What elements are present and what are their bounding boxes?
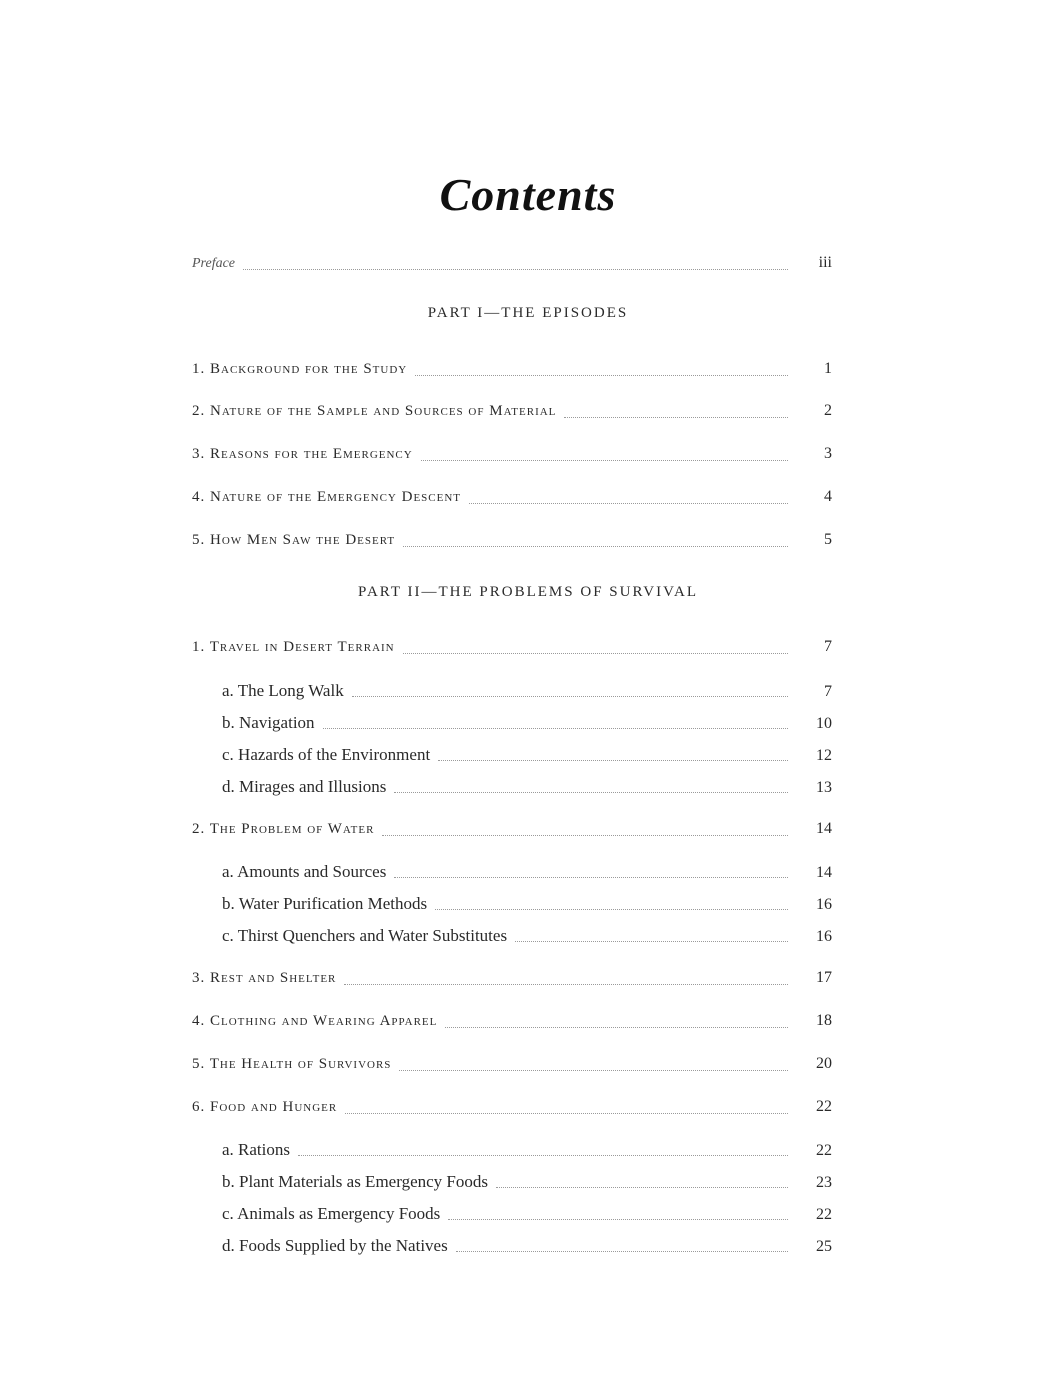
toc-entry-page: 22	[816, 1142, 832, 1159]
toc-entry-label: b. Navigation	[222, 713, 315, 732]
toc-entry-label: 4. Clothing and Wearing Apparel	[192, 1013, 438, 1029]
dot-leader	[456, 1250, 788, 1252]
toc-entry-page: 20	[816, 1055, 832, 1072]
toc-entry-page: 18	[816, 1012, 832, 1029]
toc-entry-label: c. Thirst Quenchers and Water Substitutes	[222, 926, 508, 945]
dot-leader	[243, 268, 788, 270]
dot-leader	[515, 940, 788, 942]
toc-entry-label: 6. Food and Hunger	[192, 1099, 338, 1115]
toc-entry-page: 7	[824, 638, 832, 655]
toc-subentry	[222, 894, 832, 916]
part-heading: PART I—THE EPISODES	[427, 305, 629, 321]
toc-entry	[192, 969, 832, 991]
toc-entry-label: Preface	[192, 256, 236, 271]
toc-entry	[192, 531, 832, 553]
dot-leader	[403, 652, 788, 654]
dot-leader	[469, 502, 788, 504]
toc-entry	[192, 820, 832, 842]
toc-entry-page: 2	[824, 402, 832, 419]
dot-leader	[394, 876, 788, 878]
toc-entry-label: a. Amounts and Sources	[222, 862, 387, 881]
toc-entry-page: 14	[816, 820, 832, 837]
toc-subentry	[222, 745, 832, 767]
toc-entry-label: c. Animals as Emergency Foods	[222, 1204, 441, 1223]
toc-entry	[192, 445, 832, 467]
toc-entry-label: d. Foods Supplied by the Natives	[222, 1236, 448, 1255]
toc-entry	[192, 1098, 832, 1120]
toc-entry-label: a. Rations	[222, 1140, 290, 1159]
dot-leader	[438, 759, 788, 761]
dot-leader	[415, 374, 788, 376]
toc-entry-label: 3. Rest and Shelter	[192, 970, 337, 986]
dot-leader	[564, 416, 788, 418]
dot-leader	[435, 908, 788, 910]
toc-entry-page: 3	[824, 445, 832, 462]
dot-leader	[323, 727, 788, 729]
dot-leader	[496, 1186, 788, 1188]
toc-entry-label: 1. Travel in Desert Terrain	[192, 639, 395, 655]
toc-entry	[192, 1012, 832, 1034]
toc-entry	[192, 360, 832, 382]
page-title: Contents	[439, 169, 617, 220]
toc-entry-page: 1	[824, 360, 832, 377]
dot-leader	[445, 1026, 788, 1028]
toc-entry-page: 16	[816, 896, 832, 913]
dot-leader	[403, 545, 788, 547]
toc-entry-page: 23	[816, 1174, 832, 1191]
dot-leader	[352, 695, 788, 697]
toc-entry-label: 5. The Health of Survivors	[192, 1056, 392, 1072]
part-heading: PART II—THE PROBLEMS OF SURVIVAL	[357, 584, 698, 600]
toc-subentry	[222, 681, 832, 703]
dot-leader	[382, 834, 788, 836]
toc-entry-label: d. Mirages and Illusions	[222, 777, 387, 796]
toc-entry-page: 4	[824, 488, 832, 505]
toc-entry-label: 1. Background for the Study	[192, 361, 408, 377]
toc-entry-page: 22	[816, 1206, 832, 1223]
toc-subentry	[222, 1204, 832, 1226]
dot-leader	[298, 1154, 788, 1156]
dot-leader	[421, 459, 788, 461]
toc-entry-page: 16	[816, 928, 832, 945]
toc-entry-page: 7	[824, 683, 832, 700]
dot-leader	[344, 983, 788, 985]
toc-entry-label: 4. Nature of the Emergency Descent	[192, 489, 461, 505]
toc-entry-label: a. The Long Walk	[222, 681, 344, 700]
toc-entry	[192, 638, 832, 660]
toc-subentry	[222, 777, 832, 799]
dot-leader	[399, 1069, 788, 1071]
toc-entry-page: 25	[816, 1238, 832, 1255]
toc-subentry	[222, 1140, 832, 1162]
toc-subentry	[222, 862, 832, 884]
toc-entry-page: 17	[816, 969, 832, 986]
toc-entry-page: 14	[816, 864, 832, 881]
toc-entry-page: 13	[816, 779, 832, 796]
toc-entry-page: 10	[816, 715, 832, 732]
toc-entry-page: 22	[816, 1098, 832, 1115]
toc-subentry	[222, 1236, 832, 1258]
toc-subentry	[222, 926, 832, 948]
toc-entry-label: b. Water Purification Methods	[222, 894, 428, 913]
toc-entry-label: 2. Nature of the Sample and Sources of Material	[192, 403, 557, 419]
toc-entry-label: b. Plant Materials as Emergency Foods	[222, 1172, 488, 1191]
dot-leader	[448, 1218, 788, 1220]
toc-subentry	[222, 713, 832, 735]
dot-leader	[345, 1112, 788, 1114]
toc-entry-label: 2. The Problem of Water	[192, 821, 375, 837]
toc-entry-page: 5	[824, 531, 832, 548]
toc-entry-page: iii	[818, 254, 832, 271]
toc-subentry	[222, 1172, 832, 1194]
toc-entry	[192, 1055, 832, 1077]
toc-entry-preface	[192, 254, 832, 276]
dot-leader	[394, 791, 788, 793]
toc-entry-label: 5. How Men Saw the Desert	[192, 532, 396, 548]
toc-entry	[192, 488, 832, 510]
toc-entry-page: 12	[816, 747, 832, 764]
toc-entry-label: c. Hazards of the Environment	[222, 745, 431, 764]
toc-entry	[192, 402, 832, 424]
toc-entry-label: 3. Reasons for the Emergency	[192, 446, 413, 462]
